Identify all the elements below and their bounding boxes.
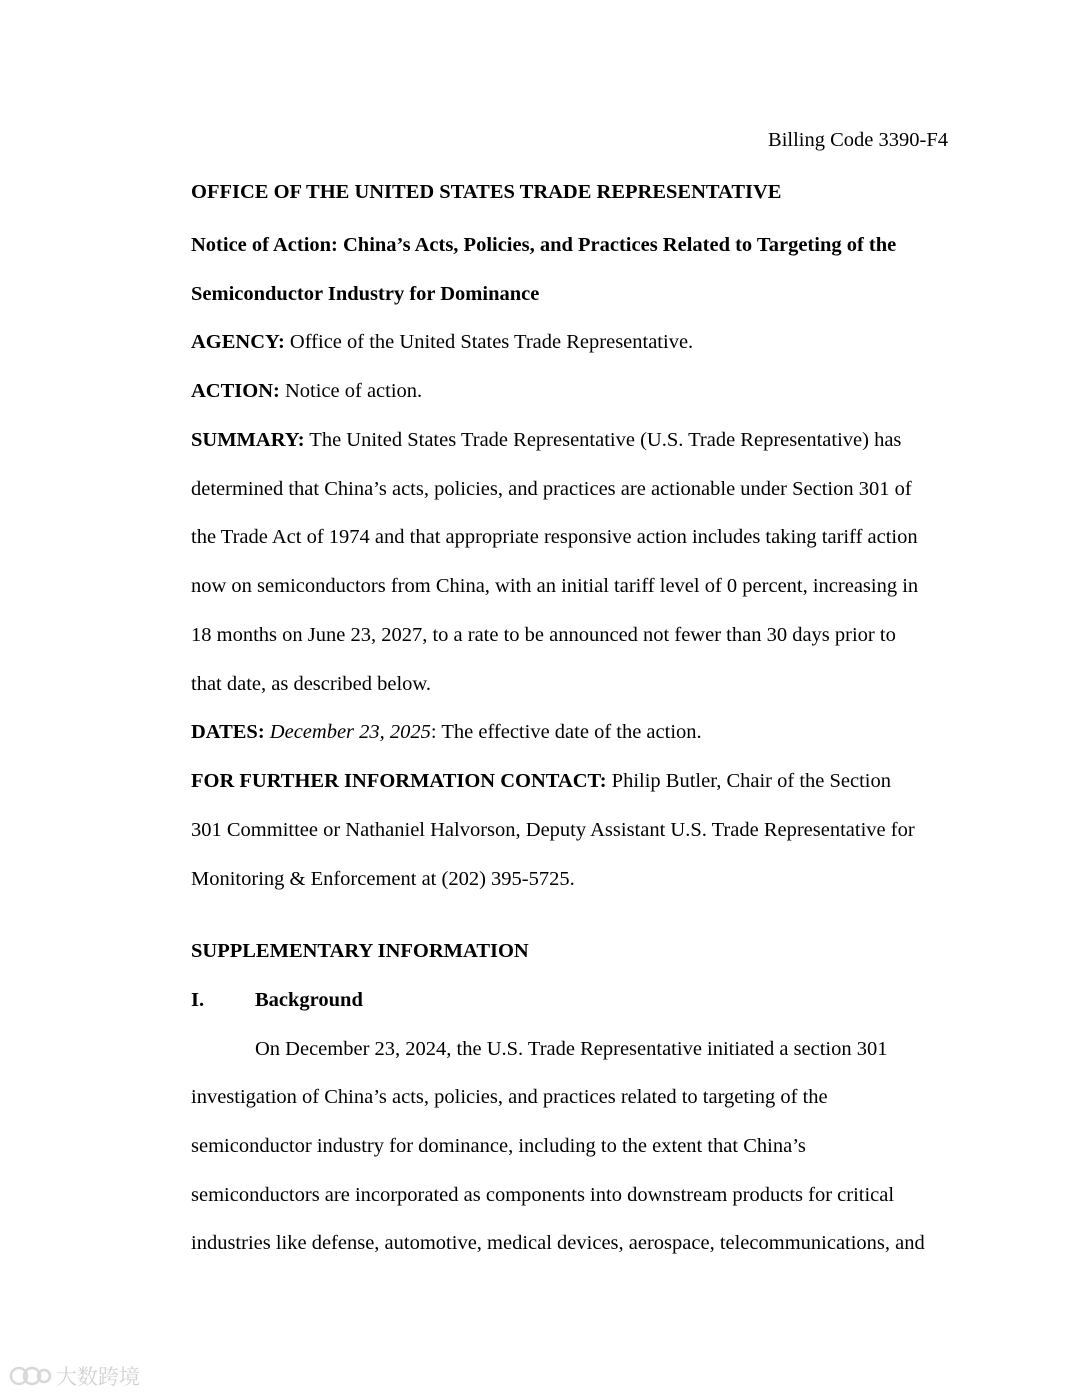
summary-line: that date, as described below. (191, 673, 432, 695)
watermark-logo-icon (8, 1365, 52, 1387)
agency-title: OFFICE OF THE UNITED STATES TRADE REPRESENTATIVE (191, 181, 782, 203)
paragraph-line: semiconductors are incorporated as components into downstream products for critical (191, 1184, 895, 1206)
section-number: I. (191, 989, 205, 1011)
action-text: Notice of action. (279, 380, 423, 402)
billing-code: Billing Code 3390-F4 (768, 129, 948, 151)
contact-line: 301 Committee or Nathaniel Halvorson, Deputy Assistant U.S. Trade Representative for (191, 819, 915, 841)
dates-row (191, 722, 702, 743)
summary-line: 18 months on June 23, 2027, to a rate to be announced not fewer than 30 days prior to (191, 624, 896, 646)
paragraph-line: industries like defense, automotive, medical devices, aerospace, telecommunications, and (191, 1232, 925, 1254)
action-row (191, 381, 422, 402)
summary-line: the Trade Act of 1974 and that appropriate responsive action includes taking tariff action (191, 526, 918, 548)
notice-title-line-1: Notice of Action: China’s Acts, Policies, and Practices Related to Targeting of the (191, 234, 897, 256)
summary-first-line: The United States Trade Representative (U.S. Trade Representative) has (304, 429, 902, 451)
summary-label: SUMMARY: (191, 429, 305, 451)
contact-line: Monitoring & Enforcement at (202) 395-5725. (191, 868, 575, 890)
contact-first-line: Philip Butler, Chair of the Section (606, 770, 891, 792)
summary-line: now on semiconductors from China, with an initial tariff level of 0 percent, increasing in (191, 575, 919, 597)
paragraph-line: semiconductor industry for dominance, including to the extent that China’s (191, 1135, 806, 1157)
dates-date: December 23, 2025 (269, 721, 431, 743)
dates-label: DATES: (191, 721, 265, 743)
section-title: Background (255, 989, 363, 1011)
notice-title-line-2: Semiconductor Industry for Dominance (191, 283, 540, 305)
supplementary-heading: SUPPLEMENTARY INFORMATION (191, 940, 529, 962)
dates-text: : The effective date of the action. (430, 721, 702, 743)
action-label: ACTION: (191, 380, 280, 402)
watermark-text: 大数跨境 (56, 1365, 140, 1389)
summary-line: determined that China’s acts, policies, and practices are actionable under Section 301 of (191, 478, 912, 500)
paragraph-line: investigation of China’s acts, policies, and practices related to targeting of the (191, 1086, 828, 1108)
agency-row (191, 332, 693, 353)
watermark (8, 1361, 140, 1391)
summary-row (191, 430, 901, 451)
paragraph-line: On December 23, 2024, the U.S. Trade Representative initiated a section 301 (255, 1038, 888, 1060)
contact-row (191, 771, 891, 792)
agency-text: Office of the United States Trade Representative. (284, 331, 694, 353)
contact-label: FOR FURTHER INFORMATION CONTACT: (191, 770, 607, 792)
agency-label: AGENCY: (191, 331, 285, 353)
